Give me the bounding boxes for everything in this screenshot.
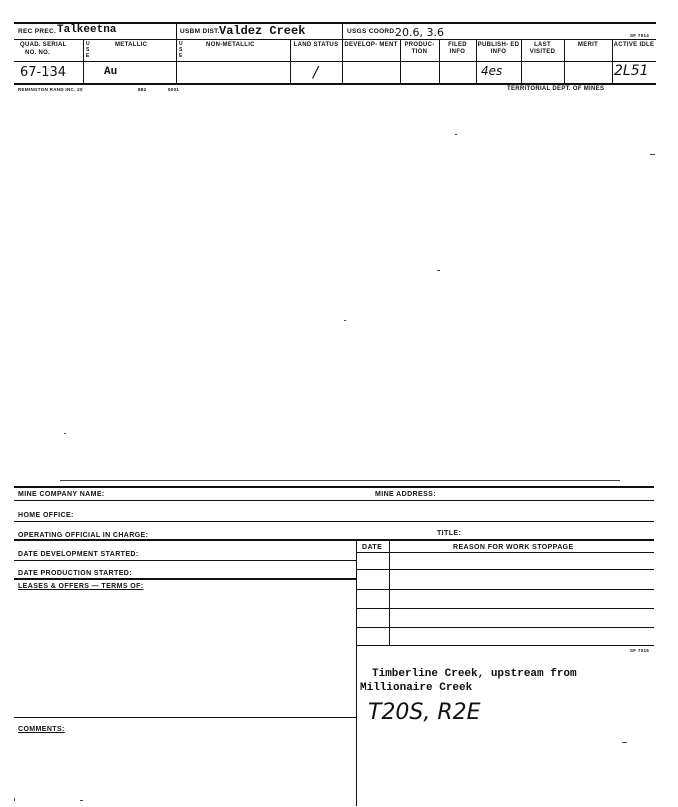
card-printer-code-b: 5001 xyxy=(168,87,180,92)
usgs-coord-label: USGS COORD. xyxy=(347,28,397,35)
title-label: TITLE: xyxy=(437,530,462,537)
metallic-value: Au xyxy=(104,66,118,78)
divider xyxy=(342,22,343,39)
form-center-divider xyxy=(356,541,357,806)
dot xyxy=(80,800,83,801)
col-development: DEVELOP- MENT xyxy=(344,42,398,48)
divider xyxy=(389,541,390,645)
form-top-rule xyxy=(60,480,620,481)
divider xyxy=(176,39,177,83)
land-status-value: / xyxy=(313,63,319,81)
form-number-bottom: SF 7015 xyxy=(630,648,650,653)
dot xyxy=(64,433,66,434)
col-filed-info: FILED INFO xyxy=(448,42,467,55)
dot xyxy=(344,320,346,321)
operating-official-label: OPERATING OFFICIAL IN CHARGE: xyxy=(18,532,149,539)
usgs-coord-value: 20.6, 3.6 xyxy=(395,26,444,39)
quad-serial-value: 67-134 xyxy=(20,65,67,80)
divider xyxy=(14,521,654,522)
divider xyxy=(356,645,654,646)
col-published-info: PUBLISH- ED INFO xyxy=(477,42,520,55)
dot xyxy=(437,270,440,271)
mine-company-name-label: MINE COMPANY NAME: xyxy=(18,491,105,498)
col-non-metallic: NON-METALLIC xyxy=(206,42,255,48)
location-note-line2: Millionaire Creek xyxy=(360,682,473,694)
divider xyxy=(83,39,84,83)
rec-prec-label: REC PREC. xyxy=(18,28,57,35)
col-metallic: METALLIC xyxy=(115,42,148,48)
divider xyxy=(290,39,291,83)
divider xyxy=(356,589,654,590)
leases-offers-label: LEASES & OFFERS — TERMS OF: xyxy=(18,583,144,590)
form-head-rule xyxy=(14,486,654,488)
usbm-dist-label: USBM DIST. xyxy=(180,28,220,35)
divider xyxy=(356,627,654,628)
rec-prec-value: Talkeetna xyxy=(57,24,117,36)
divider xyxy=(14,578,356,580)
active-idle-value: 2L51 xyxy=(614,63,649,79)
divider xyxy=(14,500,654,501)
dot xyxy=(14,798,15,801)
location-note-line1: Timberline Creek, upstream from xyxy=(372,668,577,680)
card-printer-credit: REMINGTON RAND INC. 20 xyxy=(18,87,83,92)
col-active-idle: ACTIVE IDLE xyxy=(613,42,655,48)
divider xyxy=(14,717,356,718)
dot xyxy=(650,154,655,155)
divider xyxy=(356,569,654,570)
published-info-value: 4es xyxy=(481,64,503,78)
col-land-status: LAND STATUS xyxy=(293,42,339,48)
home-office-label: HOME OFFICE: xyxy=(18,512,74,519)
divider xyxy=(176,22,177,39)
divider xyxy=(356,608,654,609)
col-merit: MERIT xyxy=(577,42,599,48)
dot xyxy=(455,134,457,135)
handwritten-township-range: T20S, R2E xyxy=(368,700,481,725)
comments-label: COMMENTS: xyxy=(18,726,65,733)
divider xyxy=(14,539,654,541)
reason-column-header: REASON FOR WORK STOPPAGE xyxy=(453,544,574,551)
card-bottom-rule xyxy=(14,83,656,85)
date-column-header: DATE xyxy=(362,544,383,551)
col-use-nonmetallic: U S E xyxy=(179,41,183,59)
divider xyxy=(342,39,343,83)
card-header-rule xyxy=(14,39,656,40)
dot xyxy=(622,742,627,743)
divider xyxy=(14,560,356,561)
col-last-visited: LAST VISITED xyxy=(529,42,556,55)
date-development-started-label: DATE DEVELOPMENT STARTED: xyxy=(18,551,139,558)
divider xyxy=(356,552,654,553)
mine-address-label: MINE ADDRESS: xyxy=(375,491,436,498)
date-production-started-label: DATE PRODUCTION STARTED: xyxy=(18,570,132,577)
col-no-no: NO. NO. xyxy=(25,50,51,56)
form-number-top: SF 7014 xyxy=(630,33,650,38)
card-printer-code-a: 882 xyxy=(138,87,147,92)
col-use-metallic: U S E xyxy=(86,41,90,59)
col-quad-serial: QUAD. SERIAL xyxy=(20,42,67,48)
usbm-dist-value: Valdez Creek xyxy=(219,24,306,38)
card-column-rule xyxy=(14,61,656,62)
col-production: PRODUC- TION xyxy=(404,42,435,55)
card-issuer: TERRITORIAL DEPT. OF MINES xyxy=(507,86,605,92)
